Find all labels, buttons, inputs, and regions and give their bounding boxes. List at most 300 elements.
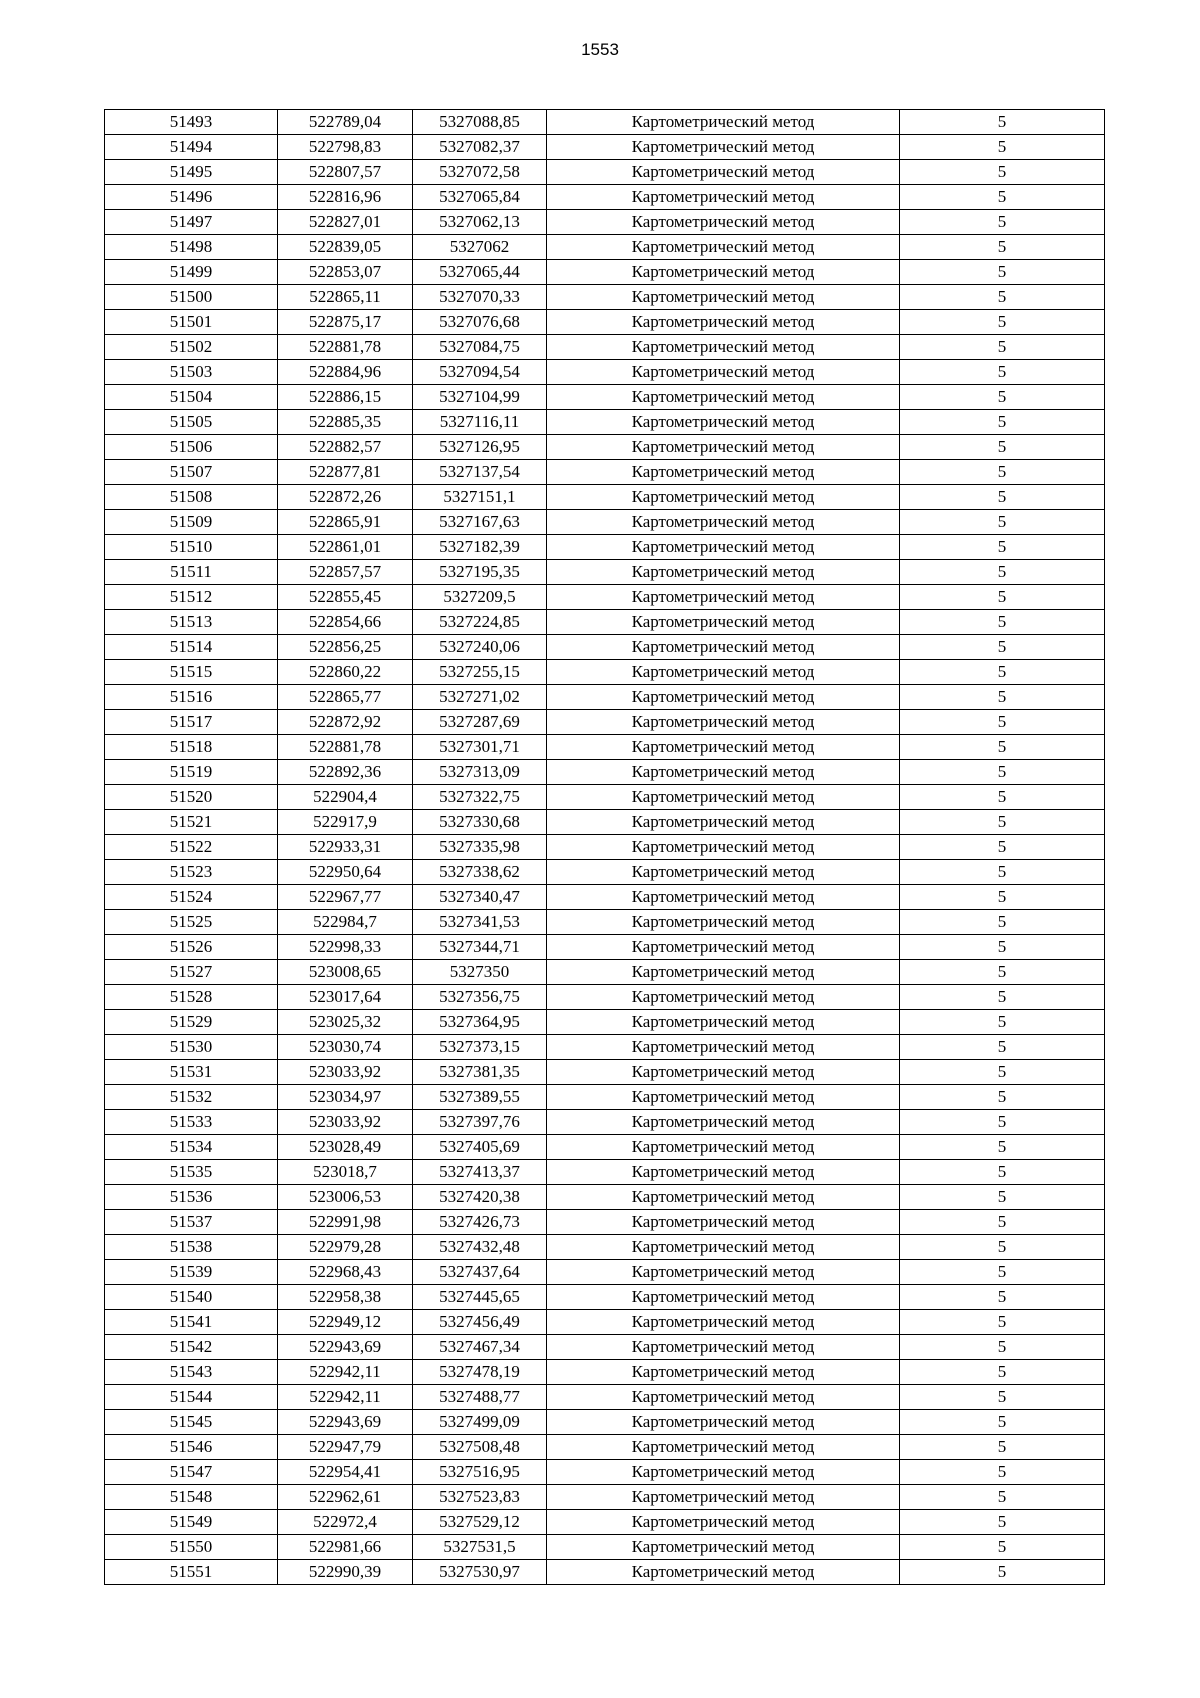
point-number-cell: 51497 (105, 210, 278, 235)
y-coordinate-cell: 5327530,97 (413, 1560, 547, 1585)
point-number-cell: 51512 (105, 585, 278, 610)
accuracy-cell: 5 (900, 1410, 1105, 1435)
table-row (105, 1460, 1105, 1485)
accuracy-cell: 5 (900, 860, 1105, 885)
accuracy-cell: 5 (900, 1135, 1105, 1160)
table-row (105, 1535, 1105, 1560)
table-row (105, 660, 1105, 685)
table-row (105, 635, 1105, 660)
table-row (105, 485, 1105, 510)
y-coordinate-cell: 5327151,1 (413, 485, 547, 510)
point-number-cell: 51527 (105, 960, 278, 985)
x-coordinate-cell: 522933,31 (278, 835, 413, 860)
x-coordinate-cell: 522860,22 (278, 660, 413, 685)
point-number-cell: 51506 (105, 435, 278, 460)
method-cell: Картометрический метод (547, 1460, 900, 1485)
point-number-cell: 51515 (105, 660, 278, 685)
x-coordinate-cell: 522875,17 (278, 310, 413, 335)
x-coordinate-cell: 523008,65 (278, 960, 413, 985)
x-coordinate-cell: 522865,11 (278, 285, 413, 310)
method-cell: Картометрический метод (547, 985, 900, 1010)
y-coordinate-cell: 5327356,75 (413, 985, 547, 1010)
table-row (105, 535, 1105, 560)
point-number-cell: 51531 (105, 1060, 278, 1085)
accuracy-cell: 5 (900, 435, 1105, 460)
point-number-cell: 51499 (105, 260, 278, 285)
table-row (105, 1485, 1105, 1510)
point-number-cell: 51508 (105, 485, 278, 510)
coordinates-table-body (105, 110, 1105, 1585)
method-cell: Картометрический метод (547, 535, 900, 560)
x-coordinate-cell: 522962,61 (278, 1485, 413, 1510)
point-number-cell: 51514 (105, 635, 278, 660)
accuracy-cell: 5 (900, 1360, 1105, 1385)
point-number-cell: 51524 (105, 885, 278, 910)
method-cell: Картометрический метод (547, 785, 900, 810)
x-coordinate-cell: 522954,41 (278, 1460, 413, 1485)
point-number-cell: 51538 (105, 1235, 278, 1260)
table-row (105, 810, 1105, 835)
table-row (105, 610, 1105, 635)
accuracy-cell: 5 (900, 1335, 1105, 1360)
accuracy-cell: 5 (900, 1510, 1105, 1535)
point-number-cell: 51510 (105, 535, 278, 560)
point-number-cell: 51541 (105, 1310, 278, 1335)
table-row (105, 335, 1105, 360)
y-coordinate-cell: 5327065,84 (413, 185, 547, 210)
y-coordinate-cell: 5327373,15 (413, 1035, 547, 1060)
y-coordinate-cell: 5327065,44 (413, 260, 547, 285)
point-number-cell: 51500 (105, 285, 278, 310)
method-cell: Картометрический метод (547, 910, 900, 935)
accuracy-cell: 5 (900, 410, 1105, 435)
y-coordinate-cell: 5327420,38 (413, 1185, 547, 1210)
table-row (105, 1410, 1105, 1435)
accuracy-cell: 5 (900, 1035, 1105, 1060)
table-row (105, 1260, 1105, 1285)
accuracy-cell: 5 (900, 360, 1105, 385)
point-number-cell: 51503 (105, 360, 278, 385)
y-coordinate-cell: 5327437,64 (413, 1260, 547, 1285)
y-coordinate-cell: 5327088,85 (413, 110, 547, 135)
y-coordinate-cell: 5327062,13 (413, 210, 547, 235)
point-number-cell: 51496 (105, 185, 278, 210)
accuracy-cell: 5 (900, 510, 1105, 535)
method-cell: Картометрический метод (547, 635, 900, 660)
table-row (105, 1435, 1105, 1460)
x-coordinate-cell: 522872,92 (278, 710, 413, 735)
accuracy-cell: 5 (900, 335, 1105, 360)
point-number-cell: 51494 (105, 135, 278, 160)
table-row (105, 160, 1105, 185)
accuracy-cell: 5 (900, 835, 1105, 860)
x-coordinate-cell: 522990,39 (278, 1560, 413, 1585)
method-cell: Картометрический метод (547, 835, 900, 860)
method-cell: Картометрический метод (547, 1310, 900, 1335)
y-coordinate-cell: 5327224,85 (413, 610, 547, 635)
accuracy-cell: 5 (900, 460, 1105, 485)
accuracy-cell: 5 (900, 1010, 1105, 1035)
table-row (105, 1235, 1105, 1260)
table-row (105, 1385, 1105, 1410)
x-coordinate-cell: 522972,4 (278, 1510, 413, 1535)
point-number-cell: 51543 (105, 1360, 278, 1385)
table-row (105, 135, 1105, 160)
accuracy-cell: 5 (900, 560, 1105, 585)
x-coordinate-cell: 522949,12 (278, 1310, 413, 1335)
accuracy-cell: 5 (900, 1485, 1105, 1510)
accuracy-cell: 5 (900, 1160, 1105, 1185)
method-cell: Картометрический метод (547, 1035, 900, 1060)
table-row (105, 935, 1105, 960)
accuracy-cell: 5 (900, 960, 1105, 985)
x-coordinate-cell: 522942,11 (278, 1385, 413, 1410)
method-cell: Картометрический метод (547, 1085, 900, 1110)
point-number-cell: 51537 (105, 1210, 278, 1235)
table-row (105, 910, 1105, 935)
accuracy-cell: 5 (900, 985, 1105, 1010)
y-coordinate-cell: 5327137,54 (413, 460, 547, 485)
point-number-cell: 51551 (105, 1560, 278, 1585)
method-cell: Картометрический метод (547, 210, 900, 235)
accuracy-cell: 5 (900, 1435, 1105, 1460)
point-number-cell: 51526 (105, 935, 278, 960)
method-cell: Картометрический метод (547, 760, 900, 785)
x-coordinate-cell: 522861,01 (278, 535, 413, 560)
method-cell: Картометрический метод (547, 185, 900, 210)
method-cell: Картометрический метод (547, 710, 900, 735)
table-row (105, 110, 1105, 135)
method-cell: Картометрический метод (547, 1135, 900, 1160)
table-row (105, 1510, 1105, 1535)
x-coordinate-cell: 523028,49 (278, 1135, 413, 1160)
table-row (105, 235, 1105, 260)
x-coordinate-cell: 522947,79 (278, 1435, 413, 1460)
y-coordinate-cell: 5327529,12 (413, 1510, 547, 1535)
method-cell: Картометрический метод (547, 485, 900, 510)
method-cell: Картометрический метод (547, 860, 900, 885)
method-cell: Картометрический метод (547, 1560, 900, 1585)
x-coordinate-cell: 522839,05 (278, 235, 413, 260)
accuracy-cell: 5 (900, 535, 1105, 560)
x-coordinate-cell: 522816,96 (278, 185, 413, 210)
accuracy-cell: 5 (900, 1535, 1105, 1560)
point-number-cell: 51502 (105, 335, 278, 360)
x-coordinate-cell: 522884,96 (278, 360, 413, 385)
method-cell: Картометрический метод (547, 510, 900, 535)
x-coordinate-cell: 522943,69 (278, 1335, 413, 1360)
point-number-cell: 51530 (105, 1035, 278, 1060)
point-number-cell: 51495 (105, 160, 278, 185)
y-coordinate-cell: 5327255,15 (413, 660, 547, 685)
point-number-cell: 51521 (105, 810, 278, 835)
method-cell: Картометрический метод (547, 1260, 900, 1285)
y-coordinate-cell: 5327508,48 (413, 1435, 547, 1460)
accuracy-cell: 5 (900, 935, 1105, 960)
method-cell: Картометрический метод (547, 1360, 900, 1385)
accuracy-cell: 5 (900, 260, 1105, 285)
x-coordinate-cell: 522865,91 (278, 510, 413, 535)
point-number-cell: 51498 (105, 235, 278, 260)
accuracy-cell: 5 (900, 110, 1105, 135)
table-row (105, 360, 1105, 385)
y-coordinate-cell: 5327084,75 (413, 335, 547, 360)
method-cell: Картометрический метод (547, 1110, 900, 1135)
y-coordinate-cell: 5327467,34 (413, 1335, 547, 1360)
point-number-cell: 51509 (105, 510, 278, 535)
point-number-cell: 51505 (105, 410, 278, 435)
x-coordinate-cell: 522998,33 (278, 935, 413, 960)
x-coordinate-cell: 522886,15 (278, 385, 413, 410)
x-coordinate-cell: 523025,32 (278, 1010, 413, 1035)
x-coordinate-cell: 522872,26 (278, 485, 413, 510)
point-number-cell: 51548 (105, 1485, 278, 1510)
method-cell: Картометрический метод (547, 110, 900, 135)
y-coordinate-cell: 5327389,55 (413, 1085, 547, 1110)
accuracy-cell: 5 (900, 885, 1105, 910)
point-number-cell: 51519 (105, 760, 278, 785)
x-coordinate-cell: 522882,57 (278, 435, 413, 460)
table-row (105, 1085, 1105, 1110)
y-coordinate-cell: 5327531,5 (413, 1535, 547, 1560)
table-row (105, 760, 1105, 785)
accuracy-cell: 5 (900, 385, 1105, 410)
x-coordinate-cell: 523018,7 (278, 1160, 413, 1185)
coordinates-table (104, 109, 1105, 1585)
accuracy-cell: 5 (900, 1185, 1105, 1210)
method-cell: Картометрический метод (547, 410, 900, 435)
x-coordinate-cell: 522904,4 (278, 785, 413, 810)
method-cell: Картометрический метод (547, 1060, 900, 1085)
table-row (105, 985, 1105, 1010)
point-number-cell: 51504 (105, 385, 278, 410)
y-coordinate-cell: 5327094,54 (413, 360, 547, 385)
y-coordinate-cell: 5327488,77 (413, 1385, 547, 1410)
table-row (105, 1310, 1105, 1335)
x-coordinate-cell: 522854,66 (278, 610, 413, 635)
x-coordinate-cell: 522943,69 (278, 1410, 413, 1435)
method-cell: Картометрический метод (547, 260, 900, 285)
table-row (105, 435, 1105, 460)
accuracy-cell: 5 (900, 760, 1105, 785)
point-number-cell: 51517 (105, 710, 278, 735)
point-number-cell: 51507 (105, 460, 278, 485)
table-row (105, 285, 1105, 310)
x-coordinate-cell: 522881,78 (278, 335, 413, 360)
method-cell: Картометрический метод (547, 685, 900, 710)
y-coordinate-cell: 5327116,11 (413, 410, 547, 435)
y-coordinate-cell: 5327499,09 (413, 1410, 547, 1435)
method-cell: Картометрический метод (547, 1535, 900, 1560)
accuracy-cell: 5 (900, 1060, 1105, 1085)
accuracy-cell: 5 (900, 1560, 1105, 1585)
point-number-cell: 51540 (105, 1285, 278, 1310)
y-coordinate-cell: 5327350 (413, 960, 547, 985)
point-number-cell: 51520 (105, 785, 278, 810)
accuracy-cell: 5 (900, 1085, 1105, 1110)
x-coordinate-cell: 522892,36 (278, 760, 413, 785)
point-number-cell: 51539 (105, 1260, 278, 1285)
method-cell: Картометрический метод (547, 935, 900, 960)
accuracy-cell: 5 (900, 1210, 1105, 1235)
point-number-cell: 51528 (105, 985, 278, 1010)
y-coordinate-cell: 5327523,83 (413, 1485, 547, 1510)
y-coordinate-cell: 5327104,99 (413, 385, 547, 410)
method-cell: Картометрический метод (547, 585, 900, 610)
y-coordinate-cell: 5327344,71 (413, 935, 547, 960)
accuracy-cell: 5 (900, 910, 1105, 935)
method-cell: Картометрический метод (547, 735, 900, 760)
x-coordinate-cell: 522885,35 (278, 410, 413, 435)
x-coordinate-cell: 522968,43 (278, 1260, 413, 1285)
x-coordinate-cell: 522991,98 (278, 1210, 413, 1235)
y-coordinate-cell: 5327240,06 (413, 635, 547, 660)
y-coordinate-cell: 5327338,62 (413, 860, 547, 885)
x-coordinate-cell: 522798,83 (278, 135, 413, 160)
method-cell: Картометрический метод (547, 1010, 900, 1035)
accuracy-cell: 5 (900, 235, 1105, 260)
method-cell: Картометрический метод (547, 1510, 900, 1535)
x-coordinate-cell: 523033,92 (278, 1110, 413, 1135)
x-coordinate-cell: 522857,57 (278, 560, 413, 585)
accuracy-cell: 5 (900, 810, 1105, 835)
table-row (105, 1360, 1105, 1385)
y-coordinate-cell: 5327330,68 (413, 810, 547, 835)
x-coordinate-cell: 522865,77 (278, 685, 413, 710)
table-row (105, 1110, 1105, 1135)
x-coordinate-cell: 522979,28 (278, 1235, 413, 1260)
x-coordinate-cell: 522877,81 (278, 460, 413, 485)
table-row (105, 1185, 1105, 1210)
table-row (105, 785, 1105, 810)
x-coordinate-cell: 522853,07 (278, 260, 413, 285)
y-coordinate-cell: 5327364,95 (413, 1010, 547, 1035)
method-cell: Картометрический метод (547, 310, 900, 335)
accuracy-cell: 5 (900, 310, 1105, 335)
y-coordinate-cell: 5327516,95 (413, 1460, 547, 1485)
method-cell: Картометрический метод (547, 360, 900, 385)
x-coordinate-cell: 522807,57 (278, 160, 413, 185)
method-cell: Картометрический метод (547, 1410, 900, 1435)
table-row (105, 1160, 1105, 1185)
y-coordinate-cell: 5327072,58 (413, 160, 547, 185)
accuracy-cell: 5 (900, 660, 1105, 685)
accuracy-cell: 5 (900, 685, 1105, 710)
x-coordinate-cell: 523030,74 (278, 1035, 413, 1060)
accuracy-cell: 5 (900, 1285, 1105, 1310)
y-coordinate-cell: 5327126,95 (413, 435, 547, 460)
table-row (105, 260, 1105, 285)
point-number-cell: 51511 (105, 560, 278, 585)
table-row (105, 735, 1105, 760)
x-coordinate-cell: 522967,77 (278, 885, 413, 910)
y-coordinate-cell: 5327195,35 (413, 560, 547, 585)
point-number-cell: 51549 (105, 1510, 278, 1535)
accuracy-cell: 5 (900, 485, 1105, 510)
y-coordinate-cell: 5327445,65 (413, 1285, 547, 1310)
x-coordinate-cell: 522917,9 (278, 810, 413, 835)
table-row (105, 835, 1105, 860)
accuracy-cell: 5 (900, 160, 1105, 185)
method-cell: Картометрический метод (547, 660, 900, 685)
method-cell: Картометрический метод (547, 560, 900, 585)
method-cell: Картометрический метод (547, 285, 900, 310)
page-number: 1553 (581, 40, 619, 59)
y-coordinate-cell: 5327287,69 (413, 710, 547, 735)
table-row (105, 560, 1105, 585)
accuracy-cell: 5 (900, 1235, 1105, 1260)
table-row (105, 310, 1105, 335)
x-coordinate-cell: 522950,64 (278, 860, 413, 885)
method-cell: Картометрический метод (547, 1285, 900, 1310)
method-cell: Картометрический метод (547, 1160, 900, 1185)
accuracy-cell: 5 (900, 610, 1105, 635)
x-coordinate-cell: 522984,7 (278, 910, 413, 935)
table-row (105, 410, 1105, 435)
point-number-cell: 51525 (105, 910, 278, 935)
point-number-cell: 51522 (105, 835, 278, 860)
point-number-cell: 51513 (105, 610, 278, 635)
x-coordinate-cell: 523034,97 (278, 1085, 413, 1110)
table-row (105, 460, 1105, 485)
point-number-cell: 51518 (105, 735, 278, 760)
point-number-cell: 51542 (105, 1335, 278, 1360)
table-row (105, 1135, 1105, 1160)
y-coordinate-cell: 5327322,75 (413, 785, 547, 810)
accuracy-cell: 5 (900, 585, 1105, 610)
method-cell: Картометрический метод (547, 160, 900, 185)
y-coordinate-cell: 5327478,19 (413, 1360, 547, 1385)
accuracy-cell: 5 (900, 135, 1105, 160)
table-row (105, 1210, 1105, 1235)
y-coordinate-cell: 5327340,47 (413, 885, 547, 910)
table-row (105, 1335, 1105, 1360)
method-cell: Картометрический метод (547, 1210, 900, 1235)
point-number-cell: 51493 (105, 110, 278, 135)
point-number-cell: 51516 (105, 685, 278, 710)
x-coordinate-cell: 522881,78 (278, 735, 413, 760)
accuracy-cell: 5 (900, 785, 1105, 810)
method-cell: Картометрический метод (547, 435, 900, 460)
y-coordinate-cell: 5327381,35 (413, 1060, 547, 1085)
method-cell: Картометрический метод (547, 1185, 900, 1210)
point-number-cell: 51529 (105, 1010, 278, 1035)
method-cell: Картометрический метод (547, 1385, 900, 1410)
x-coordinate-cell: 522942,11 (278, 1360, 413, 1385)
table-row (105, 510, 1105, 535)
table-row (105, 710, 1105, 735)
table-row (105, 1035, 1105, 1060)
method-cell: Картометрический метод (547, 810, 900, 835)
y-coordinate-cell: 5327432,48 (413, 1235, 547, 1260)
table-row (105, 1285, 1105, 1310)
table-row (105, 685, 1105, 710)
point-number-cell: 51534 (105, 1135, 278, 1160)
table-row (105, 185, 1105, 210)
y-coordinate-cell: 5327076,68 (413, 310, 547, 335)
x-coordinate-cell: 522789,04 (278, 110, 413, 135)
accuracy-cell: 5 (900, 1260, 1105, 1285)
method-cell: Картометрический метод (547, 135, 900, 160)
table-row (105, 1560, 1105, 1585)
point-number-cell: 51533 (105, 1110, 278, 1135)
y-coordinate-cell: 5327405,69 (413, 1135, 547, 1160)
x-coordinate-cell: 522827,01 (278, 210, 413, 235)
y-coordinate-cell: 5327341,53 (413, 910, 547, 935)
method-cell: Картометрический метод (547, 385, 900, 410)
x-coordinate-cell: 522981,66 (278, 1535, 413, 1560)
table-row (105, 385, 1105, 410)
